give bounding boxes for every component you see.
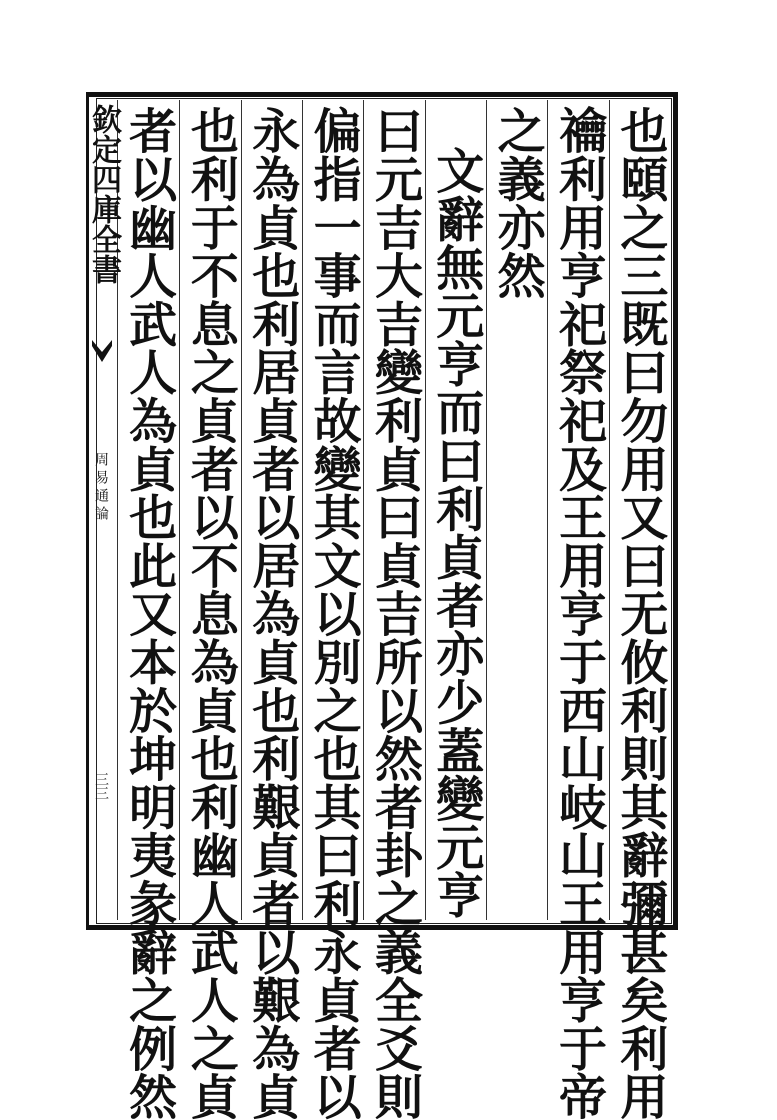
text-column	[302, 100, 363, 1120]
text-column	[425, 100, 486, 920]
column-text: 永為貞也利居貞者以居為貞也利艱貞者以艱為貞	[243, 106, 300, 1120]
text-column	[241, 100, 302, 1120]
text-column	[609, 100, 670, 1120]
column-text: 也頤之三既曰勿用又曰无攸利則其辭彌甚矣利用	[611, 106, 668, 1120]
text-column	[179, 100, 240, 1120]
fish-tail-mark-icon	[90, 338, 114, 364]
column-text: 曰元吉大吉變利貞曰貞吉所以然者卦之義全爻則	[366, 106, 423, 1120]
page-number: 三三	[93, 772, 109, 800]
text-column	[118, 100, 179, 1120]
column-text	[427, 100, 484, 920]
text-column	[363, 100, 424, 1120]
book-title: 欽定四庫全書	[86, 104, 121, 284]
column-text: 者以幽人武人為貞也此又本於坤明夷彖辭之例然	[120, 106, 177, 1120]
column-text: 禴利用亨祀祭祀及王用亨于西山岐山王用亨于帝	[550, 106, 607, 1120]
text-column	[486, 100, 547, 920]
text-columns	[118, 100, 670, 1120]
text-column	[547, 100, 608, 1120]
column-text-part: 文辭無元亨而曰利貞者亦少蓋變元亨	[427, 146, 484, 919]
column-text: 偏指一事而言故變其文以別之也其曰利永貞者以	[305, 106, 362, 1120]
column-text: 也利于不息之貞者以不息為貞也利幽人武人之貞	[182, 106, 239, 1120]
column-text: 之義亦然	[489, 106, 546, 300]
section-title: 周易通論	[93, 452, 109, 524]
